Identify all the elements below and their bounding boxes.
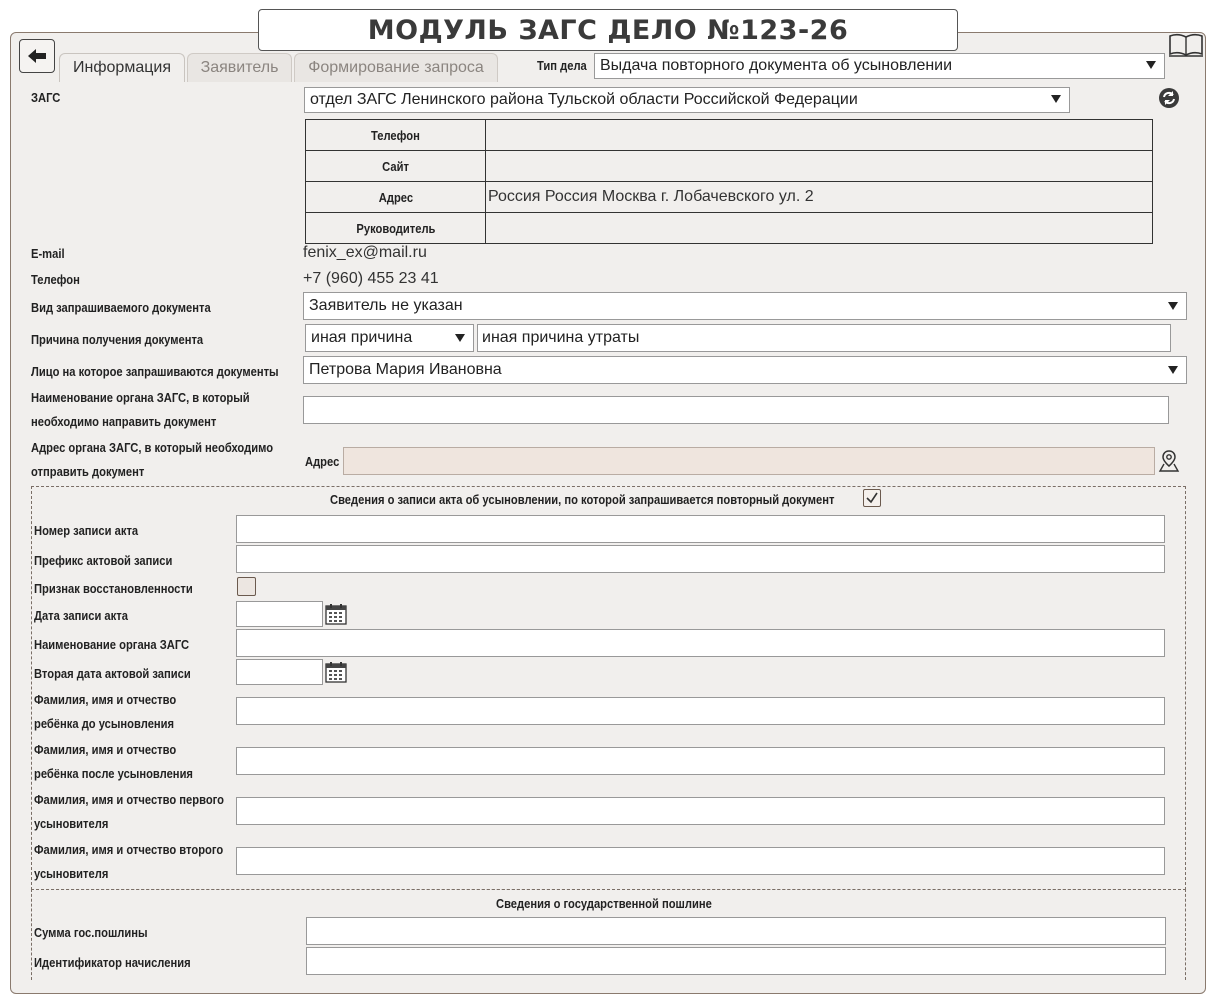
organ-name-label-line1: Наименование органа ЗАГС, в который xyxy=(31,390,250,405)
reason-select[interactable] xyxy=(305,324,474,352)
organ-input[interactable] xyxy=(236,629,1165,657)
case-type-select[interactable] xyxy=(594,53,1165,79)
organ-name-label xyxy=(31,386,285,434)
address-key: Адрес xyxy=(378,189,413,205)
reason-text-input[interactable]: иная причина утраты xyxy=(477,324,1171,352)
table-key xyxy=(306,182,486,213)
table-key xyxy=(306,120,486,151)
table-key xyxy=(306,213,486,244)
child-after-input[interactable] xyxy=(236,747,1165,775)
fee-amount-input[interactable] xyxy=(306,917,1166,945)
checkmark-icon xyxy=(864,490,880,506)
child-before-label-line2: ребёнка до усыновления xyxy=(34,716,175,731)
phone-label: Телефон xyxy=(31,272,80,287)
phone-key: Телефон xyxy=(371,127,420,143)
first-adopter-label-line2: усыновителя xyxy=(34,816,109,831)
table-row xyxy=(306,182,1153,213)
person-select[interactable] xyxy=(303,356,1187,384)
second-adopter-input[interactable] xyxy=(236,847,1165,875)
organ-address-input[interactable] xyxy=(343,447,1155,475)
organ-address-label-line2: отправить документ xyxy=(31,464,145,479)
table-row xyxy=(306,120,1153,151)
fee-amount-label: Сумма гос.пошлины xyxy=(34,925,148,940)
second-adopter-label xyxy=(34,838,254,886)
tab-request[interactable]: Формирование запроса xyxy=(294,53,498,82)
person-value: Петрова Мария Ивановна xyxy=(309,361,502,378)
calendar-icon[interactable] xyxy=(325,603,347,625)
child-before-label xyxy=(34,688,199,736)
chevron-down-icon xyxy=(455,334,465,342)
address-value: Россия Россия Москва г. Лобачевского ул. 2 xyxy=(486,182,1153,213)
address-sub-label: Адрес xyxy=(305,454,340,469)
organ-address-label xyxy=(31,436,312,484)
site-value xyxy=(486,151,1153,182)
book-icon[interactable] xyxy=(1168,33,1204,57)
zags-info-table xyxy=(305,119,1153,244)
organ-label: Наименование органа ЗАГС xyxy=(34,637,190,652)
page-title: МОДУЛЬ ЗАГС ДЕЛО №123-26 xyxy=(258,9,958,51)
chevron-down-icon xyxy=(1051,95,1061,103)
second-date-input[interactable] xyxy=(236,659,323,685)
doc-type-select[interactable] xyxy=(303,292,1187,320)
prefix-label: Префикс актовой записи xyxy=(34,553,173,568)
fee-section-title: Сведения о государственной пошлине xyxy=(496,896,712,911)
first-adopter-label-line1: Фамилия, имя и отчество первого xyxy=(34,792,225,807)
map-pin-icon[interactable] xyxy=(1158,449,1180,473)
zags-select[interactable] xyxy=(304,87,1070,113)
tab-information[interactable]: Информация xyxy=(59,53,185,82)
organ-name-label-line2: необходимо направить документ xyxy=(31,414,217,429)
act-date-input[interactable] xyxy=(236,601,323,627)
child-after-label xyxy=(34,738,219,786)
act-number-input[interactable] xyxy=(236,515,1165,543)
prefix-input[interactable] xyxy=(236,545,1165,573)
first-adopter-input[interactable] xyxy=(236,797,1165,825)
site-key: Сайт xyxy=(382,158,409,174)
second-adopter-label-line2: усыновителя xyxy=(34,866,109,881)
refresh-icon[interactable] xyxy=(1158,87,1180,109)
tab-applicant[interactable]: Заявитель xyxy=(187,53,292,82)
person-label: Лицо на которое запрашиваются документы xyxy=(31,364,279,379)
charge-id-label: Идентификатор начисления xyxy=(34,955,191,970)
head-value xyxy=(486,213,1153,244)
zags-value: отдел ЗАГС Ленинского района Тульской области Российской Федерации xyxy=(310,91,858,108)
email-value: fenix_ex@mail.ru xyxy=(303,244,427,261)
reason-select-value: иная причина xyxy=(311,329,413,346)
doc-type-label: Вид запрашиваемого документа xyxy=(31,300,211,315)
reason-label: Причина получения документа xyxy=(31,332,204,347)
phone-value: +7 (960) 455 23 41 xyxy=(303,270,439,287)
case-type-value: Выдача повторного документа об усыновлении xyxy=(600,57,953,74)
second-adopter-label-line1: Фамилия, имя и отчество второго xyxy=(34,842,224,857)
organ-address-label-line1: Адрес органа ЗАГС, в который необходимо xyxy=(31,440,274,455)
back-button[interactable] xyxy=(19,39,55,73)
act-section-checkbox[interactable] xyxy=(863,489,881,507)
head-key: Руководитель xyxy=(355,220,435,236)
chevron-down-icon xyxy=(1168,302,1178,310)
charge-id-input[interactable] xyxy=(306,947,1166,975)
email-label: E-mail xyxy=(31,246,65,261)
table-key xyxy=(306,151,486,182)
organ-name-input[interactable] xyxy=(303,396,1169,424)
case-type-label: Тип дела xyxy=(537,58,587,73)
restored-label: Признак восстановленности xyxy=(34,581,193,596)
restored-checkbox[interactable] xyxy=(237,577,256,596)
table-row xyxy=(306,213,1153,244)
child-after-label-line2: ребёнка после усыновления xyxy=(34,766,193,781)
child-before-input[interactable] xyxy=(236,697,1165,725)
act-section-title: Сведения о записи акта об усыновлении, по которой запрашивается повторный документ xyxy=(330,492,835,507)
zags-label: ЗАГС xyxy=(31,90,61,105)
act-date-label: Дата записи акта xyxy=(34,608,128,623)
table-row xyxy=(306,151,1153,182)
chevron-down-icon xyxy=(1168,366,1178,374)
child-after-label-line1: Фамилия, имя и отчество xyxy=(34,742,177,757)
arrow-left-icon xyxy=(27,48,47,64)
second-date-label: Вторая дата актовой записи xyxy=(34,666,191,681)
chevron-down-icon xyxy=(1146,61,1156,69)
phone-value xyxy=(486,120,1153,151)
doc-type-value: Заявитель не указан xyxy=(309,297,463,314)
first-adopter-label xyxy=(34,788,255,836)
child-before-label-line1: Фамилия, имя и отчество xyxy=(34,692,177,707)
calendar-icon[interactable] xyxy=(325,661,347,683)
act-number-label: Номер записи акта xyxy=(34,523,139,538)
